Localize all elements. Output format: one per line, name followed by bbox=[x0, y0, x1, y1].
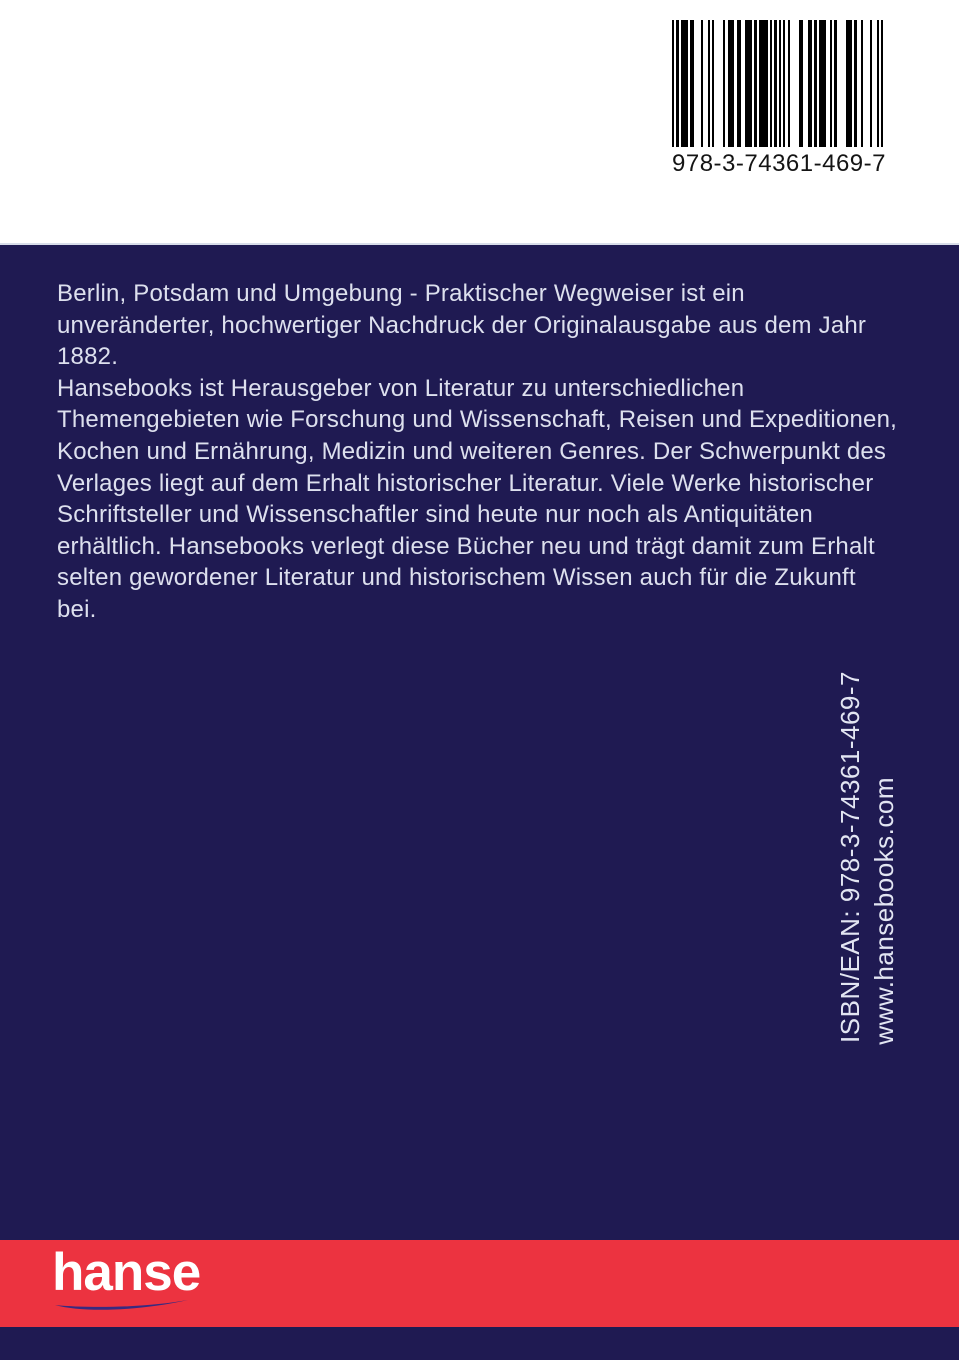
description-line: Berlin, Potsdam und Umgebung - Praktischer Wegweiser ist ein bbox=[57, 280, 745, 307]
brand-band bbox=[0, 1240, 959, 1327]
description-line: unveränderter, hochwertiger Nachdruck der Originalausgabe aus dem Jahr bbox=[57, 311, 867, 339]
barcode-section bbox=[0, 0, 959, 243]
description-line: Hansebooks ist Herausgeber von Literatur zu unterschiedlichen bbox=[57, 374, 745, 402]
description-line: Themengebieten wie Forschung und Wissenschaft, Reisen und Expeditionen, bbox=[57, 406, 898, 434]
publisher-logo bbox=[52, 1243, 202, 1322]
barcode-bars-icon bbox=[672, 20, 884, 147]
description-line: 1882. bbox=[57, 343, 119, 371]
barcode-number: 978-3-74361-469-7 bbox=[672, 150, 886, 177]
description-line: erhältlich. Hansebooks verlegt diese Bücher neu und trägt damit zum Erhalt bbox=[57, 532, 875, 560]
barcode bbox=[672, 20, 884, 178]
description-line: Schriftsteller und Wissenschaftler sind heute nur noch als Antiquitäten bbox=[57, 501, 813, 529]
cover-body bbox=[0, 243, 959, 1240]
description-line: Verlages liegt auf dem Erhalt historischer Literatur. Viele Werke historischer bbox=[57, 469, 874, 497]
description-line: Kochen und Ernährung, Medizin und weiteren Genres. Der Schwerpunkt des bbox=[57, 437, 887, 465]
description-line: selten gewordener Literatur und historischem Wissen auch für die Zukunft bbox=[57, 564, 856, 592]
bottom-band bbox=[0, 1327, 959, 1360]
logo-swoosh-icon bbox=[54, 1298, 190, 1312]
book-description bbox=[57, 278, 897, 626]
spine-website-text: www.hansebooks.com bbox=[869, 777, 899, 1045]
hanse-wordmark: hanse bbox=[52, 1243, 201, 1302]
spine-isbn-text: ISBN/EAN: 978-3-74361-469-7 bbox=[835, 671, 865, 1043]
description-line: bei. bbox=[57, 595, 97, 623]
